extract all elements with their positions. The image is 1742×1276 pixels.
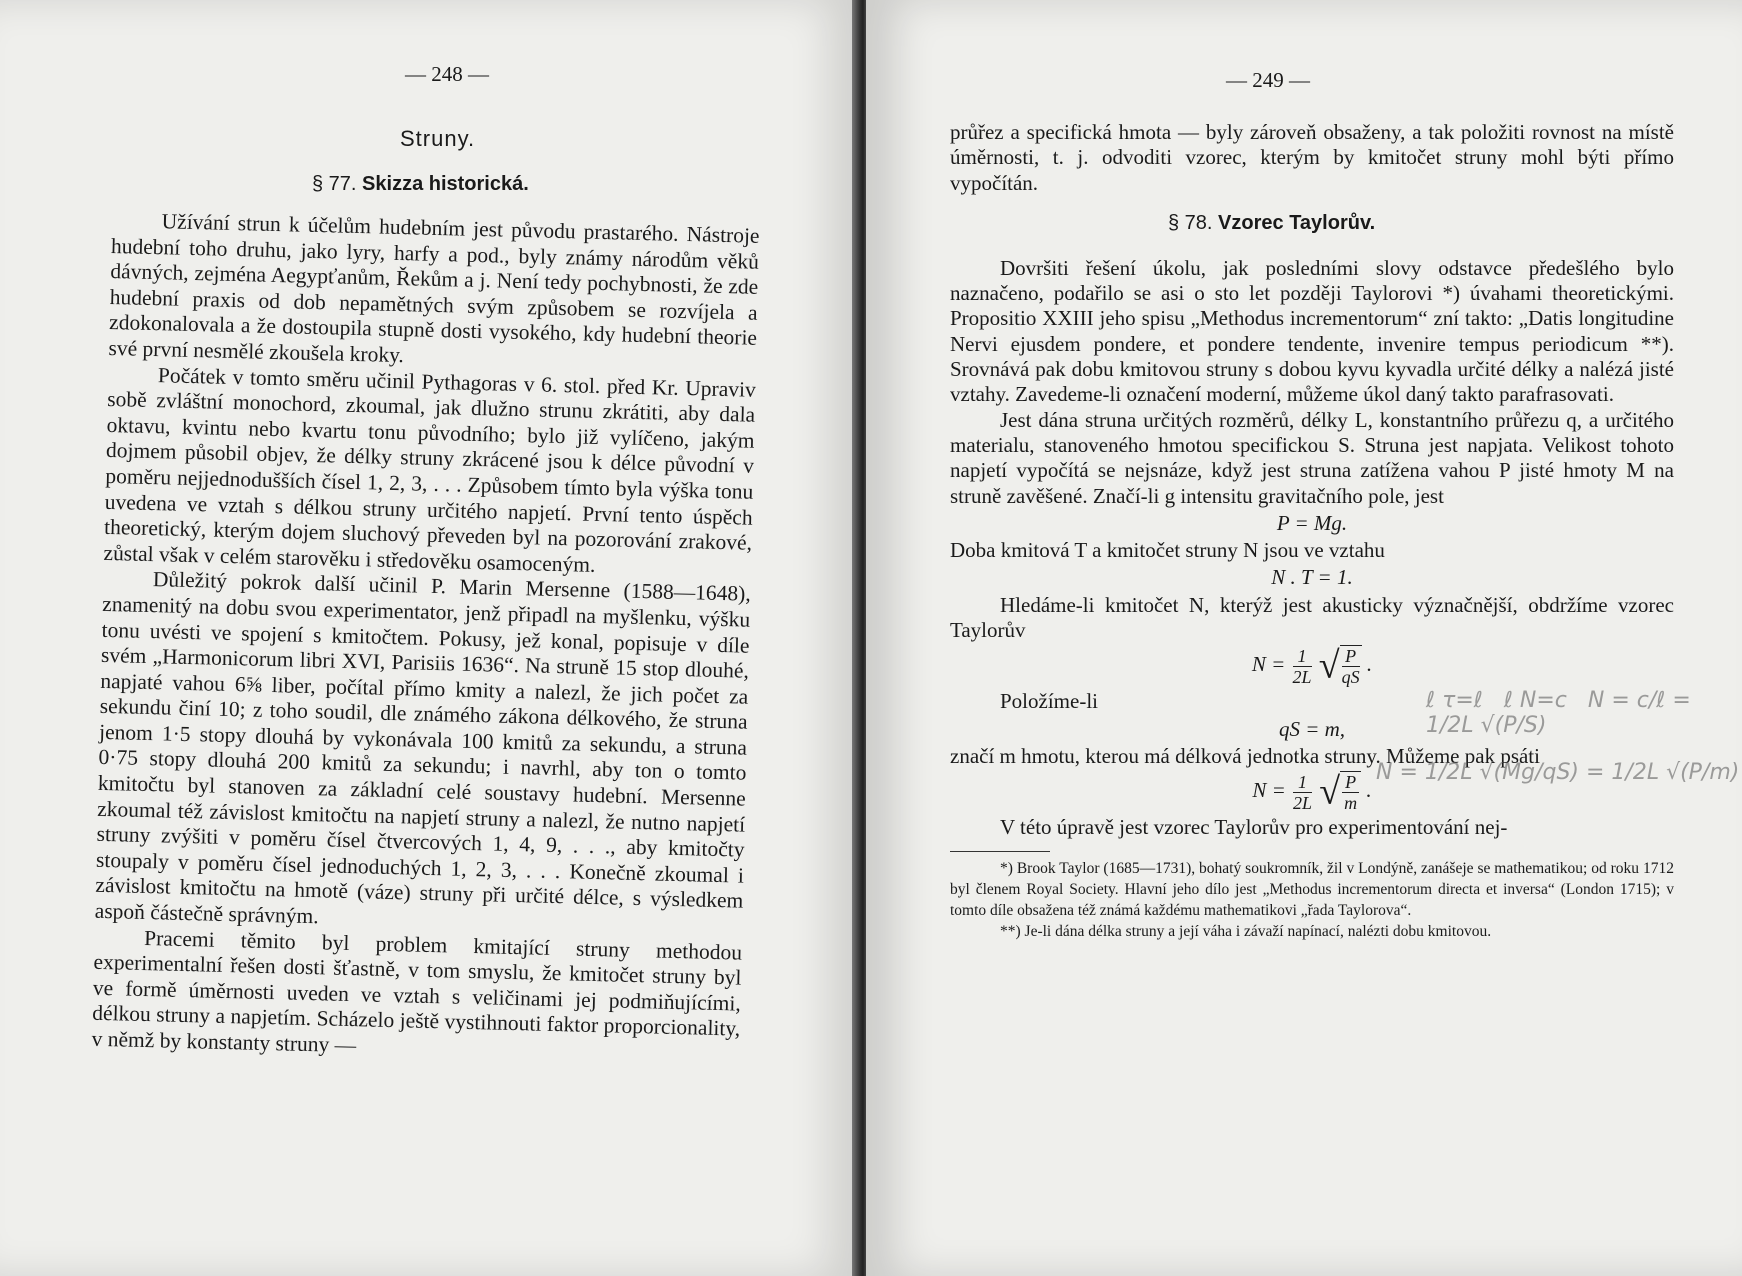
equation-nt: N . T = 1. bbox=[1271, 565, 1353, 590]
section-title: Skizza historická. bbox=[362, 173, 529, 195]
pencil-annotation-icon: N = 1/2L √(Mg/qS) = 1/2L √(P/m) bbox=[1376, 760, 1740, 785]
pencil-annotation-icon: ℓ τ=ℓ ℓ N=c N = c/ℓ = 1/2L √(P/S) bbox=[1426, 688, 1691, 738]
eq-tail: . bbox=[1366, 652, 1373, 677]
rad-num: P bbox=[1342, 772, 1359, 793]
rad-den: m bbox=[1344, 793, 1358, 814]
section-heading-77 bbox=[312, 173, 529, 196]
paragraph: V této úpravě jest vzorec Taylorův pro experimentování nej- bbox=[1000, 815, 1508, 840]
paragraph: Užívání strun k účelům hudebním jest původu prastarého. Nástroje hudební toho druhu, jako lyry, harfy a pod., byly známy národům věků dávných, zejména Aegypťanům, Řekům a j. Není tedy pochybnosti, že zde hudební praxis od dob nepamětných svým způsobem se rozvíjela a zdokonalovala a že dostoupila stupně dosti vysokého, kdy hudební theorie své první nesmělé zkoušela kroky. bbox=[108, 209, 760, 368]
left-page bbox=[0, 0, 858, 1276]
left-body-text bbox=[91, 208, 759, 1068]
eq-lhs: N = bbox=[1252, 778, 1286, 803]
sqrt-icon: √ bbox=[1318, 644, 1340, 687]
sqrt-icon: √ bbox=[1319, 770, 1341, 813]
rad-den: qS bbox=[1341, 667, 1360, 688]
equation-qs: qS = m, bbox=[1278, 716, 1346, 741]
section-number: § 77. bbox=[312, 173, 357, 195]
right-body-text bbox=[950, 120, 1674, 942]
footnote-divider bbox=[950, 851, 1050, 852]
eq-num: 1 bbox=[1293, 772, 1312, 793]
eq-fraction bbox=[1293, 772, 1312, 813]
paragraph: Pracemi těmito byl problem kmitající struny methodou experimentalní řešen dosti šťastně, v tom smyslu, že kmitočet struny byl ve formě úměrnosti uveden ve vztah s veličinami jej podmiňujícími, délkou struny a napjetím. Scházelo ještě vystihnouti faktor proporcionality, v němž by konstanty struny — bbox=[91, 925, 743, 1058]
paragraph: průřez a specifická hmota — byly zároveň obsaženy, a tak položiti rovnost na místě úměrnosti, t. j. odvoditi vzorec, kterým by kmitočet struny mohl býti přímo vypočítán. bbox=[950, 120, 1674, 195]
footnote: *) Brook Taylor (1685—1731), bohatý soukromník, žil v Londýně, zanášeje se mathematikou; od roku 1712 byl členem Royal Society. Hlavní jeho dílo jest „Methodus incrementorum directa et inversa“ (London 1715); v tomto díle obsažena též známá každému mathematikovi „řada Taylorova“. bbox=[950, 859, 1674, 919]
paragraph: Dovršiti řešení úkolu, jak posledními slovy odstavce předešlého bylo naznačeno, podařilo se asi o sto let později Taylorovi *) úvahami theoretickými. Propositio XXIII jeho spisu „Methodus incrementorum“ zní takto: „Datis longitudine Nervi ejusdem pondere, et pondere tendente, invenire tempus periodicum **). Srovnává pak dobu kmitovou struny s dobou kyvu kyvadla určité délky a nalézá jisté vztahy. Zavedeme-li označení moderní, můžeme úkol daný takto parafrasovati. bbox=[950, 255, 1674, 407]
paragraph: Důležitý pokrok další učinil P. Marin Mersenne (1588—1648), znamenitý na dobu svou experimentator, jenž připadl na myšlenku, výšku tonu uvésti ve spojení s kmitočtem. Pokusy, jež konal, popisuje v díle svém „Harmonicorum libri XVI, Parisiis 1636“. Na struně 15 stop dlouhé, napjaté vahou 6⅝ liber, počítal přímo kmity a nalezl, že jich počet za sekundu činí 10; z toho soudil, dle známého zákona délkového, že struna jenom 1·5 stopy dlouhá by vykonávala 100 kmitů za sekundu, a struna 0·75 stopy dlouhá 200 kmitů za sekundu; i navrhl, aby ton o tomto kmitočtu byl stanoven za základní celé soustavy hudební. Mersenne zkoumal též závislost kmitočtu na napjetí struny a nalezl, že nutno napjetí struny zvýšiti v poměru čísel čtvercových 1, 4, 9, . . ., aby kmitočty stoupaly v poměru čísel jednoduchých 1, 2, 3, . . . Konečně zkoumal i závislost kmitočtu na hmotě (váze) struny při určité délce, s výsledkem aspoň částečně správným. bbox=[94, 567, 752, 929]
chapter-title: Struny. bbox=[400, 126, 476, 151]
right-page bbox=[866, 0, 1742, 1276]
footnote: **) Je-li dána délka struny a její váha i závaží napínací, nalézti dobu kmitovou. bbox=[1000, 922, 1492, 940]
eq-tail: . bbox=[1366, 778, 1372, 803]
eq-num: 1 bbox=[1293, 646, 1312, 667]
section-number: § 78. bbox=[1168, 212, 1213, 234]
rad-num: P bbox=[1342, 646, 1360, 667]
eq-sqrt bbox=[1319, 771, 1361, 813]
page-number-left: — 248 — bbox=[405, 62, 489, 86]
eq-lhs: N = bbox=[1251, 652, 1286, 677]
eq-sqrt bbox=[1319, 645, 1362, 687]
paragraph: Počátek v tomto směru učinil Pythagoras v 6. stol. před Kr. Upraviv sobě zvláštní monochord, zkoumal, jak dlužno strunu zkrátiti, aby dala oktavu, kvintu nebo kvartu tonu původního; bylo již vylíčeno, jakým dojmem působil objev, že délky struny zkrácené jsou k délce původní v poměru nejjednodušších čísel 1, 2, 3, . . . Způsobem tímto byla výška tonu uvedena ve vztah s délkou struny určitého napjetí. První tento úspěch theoretický, kterým dojem sluchový převeden byl na pozorování zrakové, zůstal však v celém starověku i středověku osamoceným. bbox=[103, 362, 757, 577]
eq-den: 2L bbox=[1292, 666, 1312, 687]
eq-den: 2L bbox=[1293, 792, 1313, 813]
paragraph: Doba kmitová T a kmitočet struny N jsou ve vztahu bbox=[950, 538, 1385, 563]
equation-p-mg: P = Mg. bbox=[1276, 510, 1348, 535]
section-heading-78 bbox=[1168, 212, 1375, 235]
section-title: Vzorec Taylorův. bbox=[1218, 212, 1376, 234]
paragraph: Položíme-li bbox=[1000, 689, 1098, 714]
paragraph: značí m hmotu, kterou má délková jednotka struny. Můžeme pak psáti bbox=[950, 743, 1540, 768]
equation-taylor bbox=[950, 645, 1674, 687]
page-number-right: — 249 — bbox=[1226, 68, 1310, 92]
paragraph: Jest dána struna určitých rozměrů, délky L, konstantního průřezu q, a určitého materialu, stanoveného hmotou specifickou S. Struna jest napjata. Velikost tohoto napjetí vypočítá se nejsnáze, když jest struna zatížena vahou P jisté hmoty M na struně zavěšené. Značí-li g intensitu gravitačního pole, jest bbox=[950, 407, 1674, 508]
paragraph: Hledáme-li kmitočet N, kterýž jest akusticky význačnější, obdržíme vzorec Taylorův bbox=[950, 592, 1674, 643]
eq-fraction bbox=[1293, 646, 1312, 687]
